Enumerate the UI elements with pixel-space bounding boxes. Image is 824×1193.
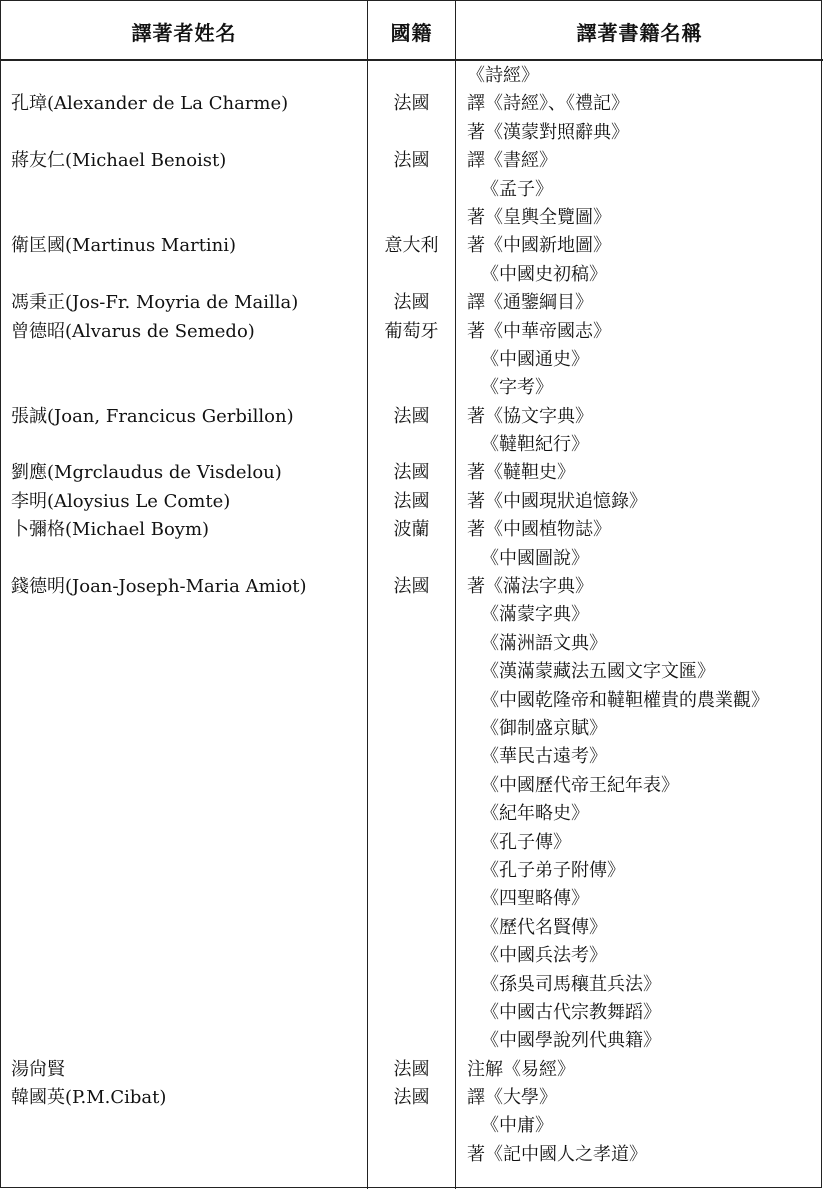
header-translator-name: 譯著者姓名 bbox=[131, 20, 237, 45]
table-row bbox=[1, 204, 823, 232]
table-row bbox=[1, 90, 823, 118]
translator-name: 韓國英(P.M.Cibat) bbox=[11, 1087, 167, 1109]
nationality: 法國 bbox=[393, 462, 430, 484]
book-title: 《中國歷代帝王紀年表》 bbox=[481, 774, 679, 796]
book-title: 《歷代名賢傳》 bbox=[481, 916, 607, 938]
book-title: 《中國學說列代典籍》 bbox=[481, 1030, 661, 1052]
table-row bbox=[1, 971, 823, 999]
table-row bbox=[1, 488, 823, 516]
table-row bbox=[1, 261, 823, 289]
translator-name: 孔璋(Alexander de La Charme) bbox=[11, 93, 289, 115]
book-title: 《中國史初稿》 bbox=[481, 263, 607, 285]
table-row bbox=[1, 914, 823, 942]
nationality: 法國 bbox=[393, 1087, 430, 1109]
table-row bbox=[1, 999, 823, 1027]
book-title: 《孫吳司馬穰苴兵法》 bbox=[481, 973, 661, 995]
table-row bbox=[1, 601, 823, 629]
book-title: 《漢滿蒙藏法五國文字文匯》 bbox=[481, 661, 715, 683]
table-row bbox=[1, 147, 823, 175]
table-row bbox=[1, 318, 823, 346]
translator-name: 湯尙賢 bbox=[11, 1058, 65, 1080]
table-row bbox=[1, 403, 823, 431]
table-row bbox=[1, 687, 823, 715]
nationality: 意大利 bbox=[384, 235, 439, 257]
table-row bbox=[1, 1112, 823, 1140]
translator-name: 蔣友仁(Michael Benoist) bbox=[11, 150, 227, 172]
table-row bbox=[1, 942, 823, 970]
book-title: 《韃靼紀行》 bbox=[481, 434, 589, 456]
book-title: 著《韃靼史》 bbox=[467, 462, 575, 484]
book-title: 《中國古代宗教舞蹈》 bbox=[481, 1001, 661, 1023]
translator-name: 卜彌格(Michael Boym) bbox=[11, 519, 210, 541]
book-title: 《中國圖說》 bbox=[481, 547, 589, 569]
table-row bbox=[1, 885, 823, 913]
book-title: 《中庸》 bbox=[481, 1115, 553, 1137]
book-title: 譯《大學》 bbox=[467, 1087, 557, 1109]
table-row bbox=[1, 62, 823, 90]
nationality: 法國 bbox=[393, 405, 430, 427]
header-book-titles: 譯著書籍名稱 bbox=[576, 20, 703, 45]
table-row bbox=[1, 772, 823, 800]
book-title: 《紀年略史》 bbox=[481, 803, 589, 825]
book-title: 著《中國新地圖》 bbox=[467, 235, 611, 257]
book-title: 著《協文字典》 bbox=[467, 405, 593, 427]
nationality: 法國 bbox=[393, 150, 430, 172]
table-row bbox=[1, 346, 823, 374]
nationality: 波蘭 bbox=[393, 519, 430, 541]
book-title: 著《皇輿全覽圖》 bbox=[467, 206, 611, 228]
book-title: 《孔子傳》 bbox=[481, 831, 571, 853]
book-title: 著《漢蒙對照辭典》 bbox=[467, 121, 629, 143]
nationality: 法國 bbox=[393, 93, 430, 115]
book-title: 《四聖略傳》 bbox=[481, 888, 589, 910]
table-row bbox=[1, 232, 823, 260]
translator-name: 衛匡國(Martinus Martini) bbox=[11, 235, 237, 257]
table-row bbox=[1, 516, 823, 544]
table-row bbox=[1, 1056, 823, 1084]
table-body bbox=[1, 62, 823, 1169]
table-row bbox=[1, 289, 823, 317]
book-title: 著《滿法字典》 bbox=[467, 576, 593, 598]
book-title: 注解《易經》 bbox=[467, 1058, 575, 1080]
header-nationality: 國籍 bbox=[390, 20, 433, 45]
book-title: 《御制盛京賦》 bbox=[481, 717, 607, 739]
table-row bbox=[1, 857, 823, 885]
translator-name: 張誠(Joan, Francicus Gerbillon) bbox=[11, 405, 294, 427]
table-row bbox=[1, 743, 823, 771]
translator-name: 劉應(Mgrclaudus de Visdelou) bbox=[11, 462, 282, 484]
book-title: 《中國兵法考》 bbox=[481, 945, 607, 967]
table-row bbox=[1, 176, 823, 204]
nationality: 法國 bbox=[393, 490, 430, 512]
table-row bbox=[1, 1084, 823, 1112]
book-title: 《詩經》 bbox=[467, 65, 539, 86]
book-title: 《中國通史》 bbox=[481, 348, 589, 370]
table-row bbox=[1, 630, 823, 658]
book-title: 《滿洲語文典》 bbox=[481, 632, 607, 654]
table-row bbox=[1, 545, 823, 573]
nationality: 法國 bbox=[393, 1058, 430, 1080]
book-title: 《字考》 bbox=[481, 377, 553, 399]
book-title: 《華民古遠考》 bbox=[481, 746, 607, 768]
book-title: 著《記中國人之孝道》 bbox=[467, 1143, 647, 1165]
nationality: 法國 bbox=[393, 292, 430, 314]
book-title: 譯《書經》 bbox=[467, 150, 557, 172]
table-header-row bbox=[1, 1, 823, 61]
book-title: 著《中國植物誌》 bbox=[467, 519, 611, 541]
translator-name: 曾德昭(Alvarus de Semedo) bbox=[11, 320, 255, 342]
table-row bbox=[1, 800, 823, 828]
book-title: 《滿蒙字典》 bbox=[481, 604, 589, 626]
table-row bbox=[1, 573, 823, 601]
table-row bbox=[1, 1141, 823, 1169]
translator-name: 李明(Aloysius Le Comte) bbox=[11, 490, 231, 512]
table-row bbox=[1, 1027, 823, 1055]
nationality: 法國 bbox=[393, 576, 430, 598]
table-row bbox=[1, 459, 823, 487]
translator-name: 馮秉正(Jos-Fr. Moyria de Mailla) bbox=[11, 292, 299, 314]
book-title: 著《中華帝國志》 bbox=[467, 320, 611, 342]
table-row bbox=[1, 119, 823, 147]
book-title: 《孟子》 bbox=[481, 178, 553, 200]
table-row bbox=[1, 829, 823, 857]
table-row bbox=[1, 658, 823, 686]
book-title: 譯《通鑒綱目》 bbox=[467, 292, 593, 314]
table-row bbox=[1, 715, 823, 743]
book-title: 《孔子弟子附傳》 bbox=[481, 859, 625, 881]
book-title: 《中國乾隆帝和韃靼權貴的農業觀》 bbox=[481, 689, 769, 711]
book-title: 著《中國現狀追憶錄》 bbox=[467, 490, 647, 512]
table-row bbox=[1, 431, 823, 459]
book-title: 譯《詩經》、《禮記》 bbox=[467, 93, 629, 115]
nationality: 葡萄牙 bbox=[384, 320, 439, 342]
table-row bbox=[1, 374, 823, 402]
translator-name: 錢德明(Joan-Joseph-Maria Amiot) bbox=[11, 576, 307, 598]
